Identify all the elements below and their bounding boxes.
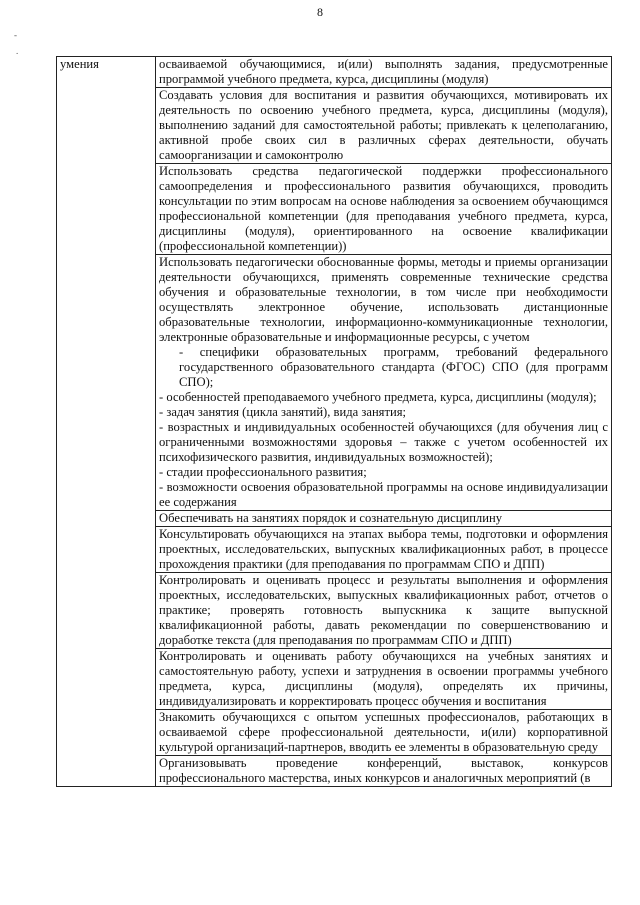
table-cell: [156, 255, 612, 511]
cell-text: Использовать педагогически обоснованные формы, методы и приемы организации деятельности обучающихся, применять современные технические средства обучения и образовательные технологии, в том числе при необходимости осуществлять электронное обучение, использовать дистанционные образовательные технологии, информационно-коммуникационные технологии, электронные образовательные и информационные ресурсы, с учетом: [159, 255, 608, 344]
table-cell: [156, 710, 612, 756]
table-cell: [156, 573, 612, 649]
page-number: 8: [317, 5, 323, 19]
margin-mark: .: [16, 46, 19, 56]
cell-text: Контролировать и оценивать работу обучающихся на учебных занятиях и самостоятельную работу, успехи и затруднения в освоении программы учебного предмета, курса, дисциплины (модуля), определять их причины, индивидуализировать и корректировать процесс обучения и воспитания: [159, 649, 608, 708]
list-item: - стадии профессионального развития;: [159, 465, 367, 479]
table-cell: [156, 756, 612, 787]
list-item: - возможности освоения образовательной программы на основе индивидуализации ее содержания: [159, 480, 608, 509]
list-item: - возрастных и индивидуальных особенностей обучающихся (для обучения лиц с ограниченными возможностями здоровья – также с учетом особенностей их психофизического развития, индивидуальных возможностей);: [159, 420, 608, 464]
row-label: умения: [60, 57, 99, 71]
margin-mark: -: [14, 30, 17, 40]
cell-text: Знакомить обучающихся с опытом успешных профессионалов, работающих в осваиваемой сфере профессиональной деятельности, и(или) корпоративной культурой организаций-партнеров, вводить ее элементы в образовательную среду: [159, 710, 608, 754]
table-cell: [156, 164, 612, 255]
cell-text: Организовывать проведение конференций, выставок, конкурсов профессионального мастерства, иных конкурсов и аналогичных мероприятий (в: [159, 756, 608, 785]
table-cell: [156, 57, 612, 88]
table-cell: [156, 88, 612, 164]
cell-text: Контролировать и оценивать процесс и результаты выполнения и оформления проектных, исследовательских, выпускных квалификационных работ, отчетов о практике; проверять готовность выпускника к защите выпускной квалификационной работы, давать рекомендации по совершенствованию и доработке текста (для преподавания по программам СПО и ДПП): [159, 573, 608, 647]
cell-text: Создавать условия для воспитания и развития обучающихся, мотивировать их деятельность по освоению учебного предмета, курса, дисциплины (модуля), выполнению заданий для самостоятельной работы; привлекать к целеполаганию, активной пробе своих сил в различных сферах деятельности, обучать самоорганизации и самоконтролю: [159, 88, 608, 162]
cell-text: Обеспечивать на занятиях порядок и сознательную дисциплину: [159, 511, 502, 525]
row-label-cell: [57, 57, 156, 787]
list-item: - задач занятия (цикла занятий), вида занятия;: [159, 405, 407, 419]
table-cell: [156, 649, 612, 710]
list-item: - специфики образовательных программ, требований федерального государственного образовательного стандарта (ФГОС) СПО (для программ СПО);: [179, 345, 608, 389]
skills-table: [56, 56, 612, 787]
list-item: - особенностей преподаваемого учебного предмета, курса, дисциплины (модуля);: [159, 390, 597, 404]
cell-text: Использовать средства педагогической поддержки профессионального самоопределения и профессионального развития обучающихся, проводить консультации по этим вопросам на основе наблюдения за освоением обучающимся профессиональной компетенции (для преподавания учебного предмета, курса, дисциплины (модуля), ориентированного на освоение квалификации (профессиональной компетенции)): [159, 164, 608, 253]
table-row: [57, 57, 612, 88]
table-cell: [156, 511, 612, 527]
table-cell: [156, 527, 612, 573]
cell-text: Консультировать обучающихся на этапах выбора темы, подготовки и оформления проектных, исследовательских, выпускных квалификационных работ, в процессе прохождения практики (для преподавания по программам СПО и ДПП): [159, 527, 608, 571]
cell-text: осваиваемой обучающимися, и(или) выполнять задания, предусмотренные программой учебного предмета, курса, дисциплины (модуля): [159, 57, 608, 86]
